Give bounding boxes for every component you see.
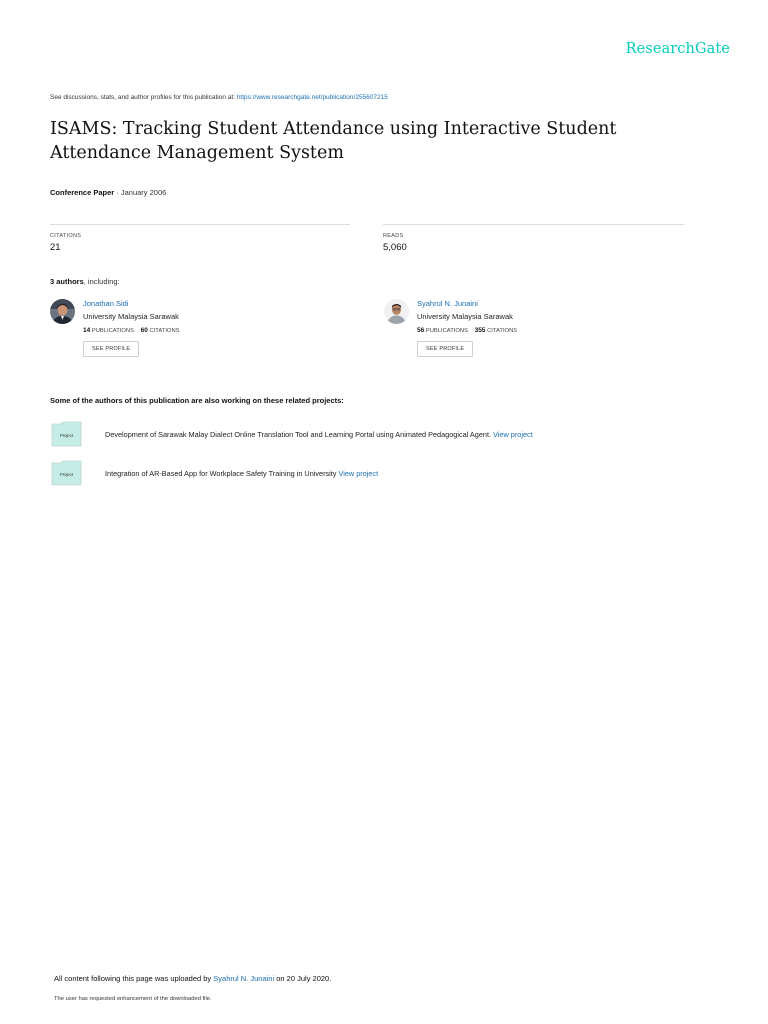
author-info — [83, 299, 343, 357]
author-publications-count: 56 — [417, 327, 425, 334]
enhancement-note: The user has requested enhancement of the downloaded file. — [54, 996, 212, 1002]
project-icon-label: Project — [59, 472, 74, 477]
author-name-link[interactable]: Jonathan Sidi — [83, 299, 129, 308]
reads-label: READS — [383, 233, 404, 239]
author-avatar[interactable] — [50, 299, 75, 324]
researchgate-logo[interactable]: ResearchGate — [625, 41, 730, 57]
author-stats — [417, 327, 677, 334]
authors-count: 3 authors — [50, 277, 84, 286]
citations-stat — [50, 224, 350, 253]
see-profile-button[interactable]: SEE PROFILE — [83, 341, 139, 357]
upload-suffix: on 20 July 2020. — [276, 974, 332, 983]
project-folder-icon — [51, 460, 82, 486]
author-citations-label: CITATIONS — [149, 328, 180, 334]
author-avatar[interactable] — [384, 299, 409, 324]
discussion-prefix: See discussions, stats, and author profiles for this publication at: — [50, 94, 235, 101]
project-folder-icon — [51, 421, 82, 447]
project-title: Development of Sarawak Malay Dialect Online Translation Tool and Learning Portal using Animated Pedagogical Agent. — [105, 430, 492, 439]
author-publications-label: PUBLICATIONS — [425, 328, 468, 334]
author-stats — [83, 327, 343, 334]
discussion-line — [50, 94, 388, 101]
person-photo-icon — [50, 299, 75, 324]
upload-prefix: All content following this page was uploaded by — [54, 974, 212, 983]
authors-heading — [50, 277, 120, 286]
related-projects-heading: Some of the authors of this publication are also working on these related projects: — [50, 396, 344, 405]
project-description — [105, 430, 533, 439]
reads-stat — [383, 224, 684, 253]
author-publications-count: 14 — [83, 327, 91, 334]
upload-info — [54, 974, 331, 983]
see-profile-button[interactable]: SEE PROFILE — [417, 341, 473, 357]
meta-separator: · — [114, 188, 121, 197]
citations-value: 21 — [50, 242, 61, 253]
publication-title: ISAMS: Tracking Student Attendance using Interactive Student Attendance Management System — [50, 119, 617, 163]
authors-suffix: , including: — [83, 277, 120, 286]
view-project-link[interactable]: View project — [338, 469, 379, 478]
uploader-link[interactable]: Syahrul N. Junaini — [213, 974, 275, 983]
author-name-link[interactable]: Syahrul N. Junaini — [417, 299, 478, 308]
publication-url-link[interactable]: https://www.researchgate.net/publication/255607215 — [236, 94, 388, 101]
publication-type: Conference Paper — [50, 188, 115, 197]
author-institution: University Malaysia Sarawak — [417, 312, 513, 321]
author-citations-count: 60 — [140, 327, 148, 334]
project-icon-label: Project — [59, 433, 74, 438]
publication-meta — [50, 188, 166, 197]
author-institution: University Malaysia Sarawak — [83, 312, 179, 321]
project-title: Integration of AR-Based App for Workplace Safety Training in University — [105, 469, 337, 478]
author-citations-label: CITATIONS — [487, 328, 518, 334]
author-info — [417, 299, 677, 357]
author-citations-count: 355 — [474, 327, 486, 334]
publication-date: January 2006 — [120, 188, 167, 197]
project-description — [105, 469, 378, 478]
view-project-link[interactable]: View project — [493, 430, 533, 439]
person-photo-icon — [384, 299, 409, 324]
reads-value: 5,060 — [383, 242, 407, 253]
author-publications-label: PUBLICATIONS — [91, 328, 134, 334]
citations-label: CITATIONS — [50, 233, 82, 239]
